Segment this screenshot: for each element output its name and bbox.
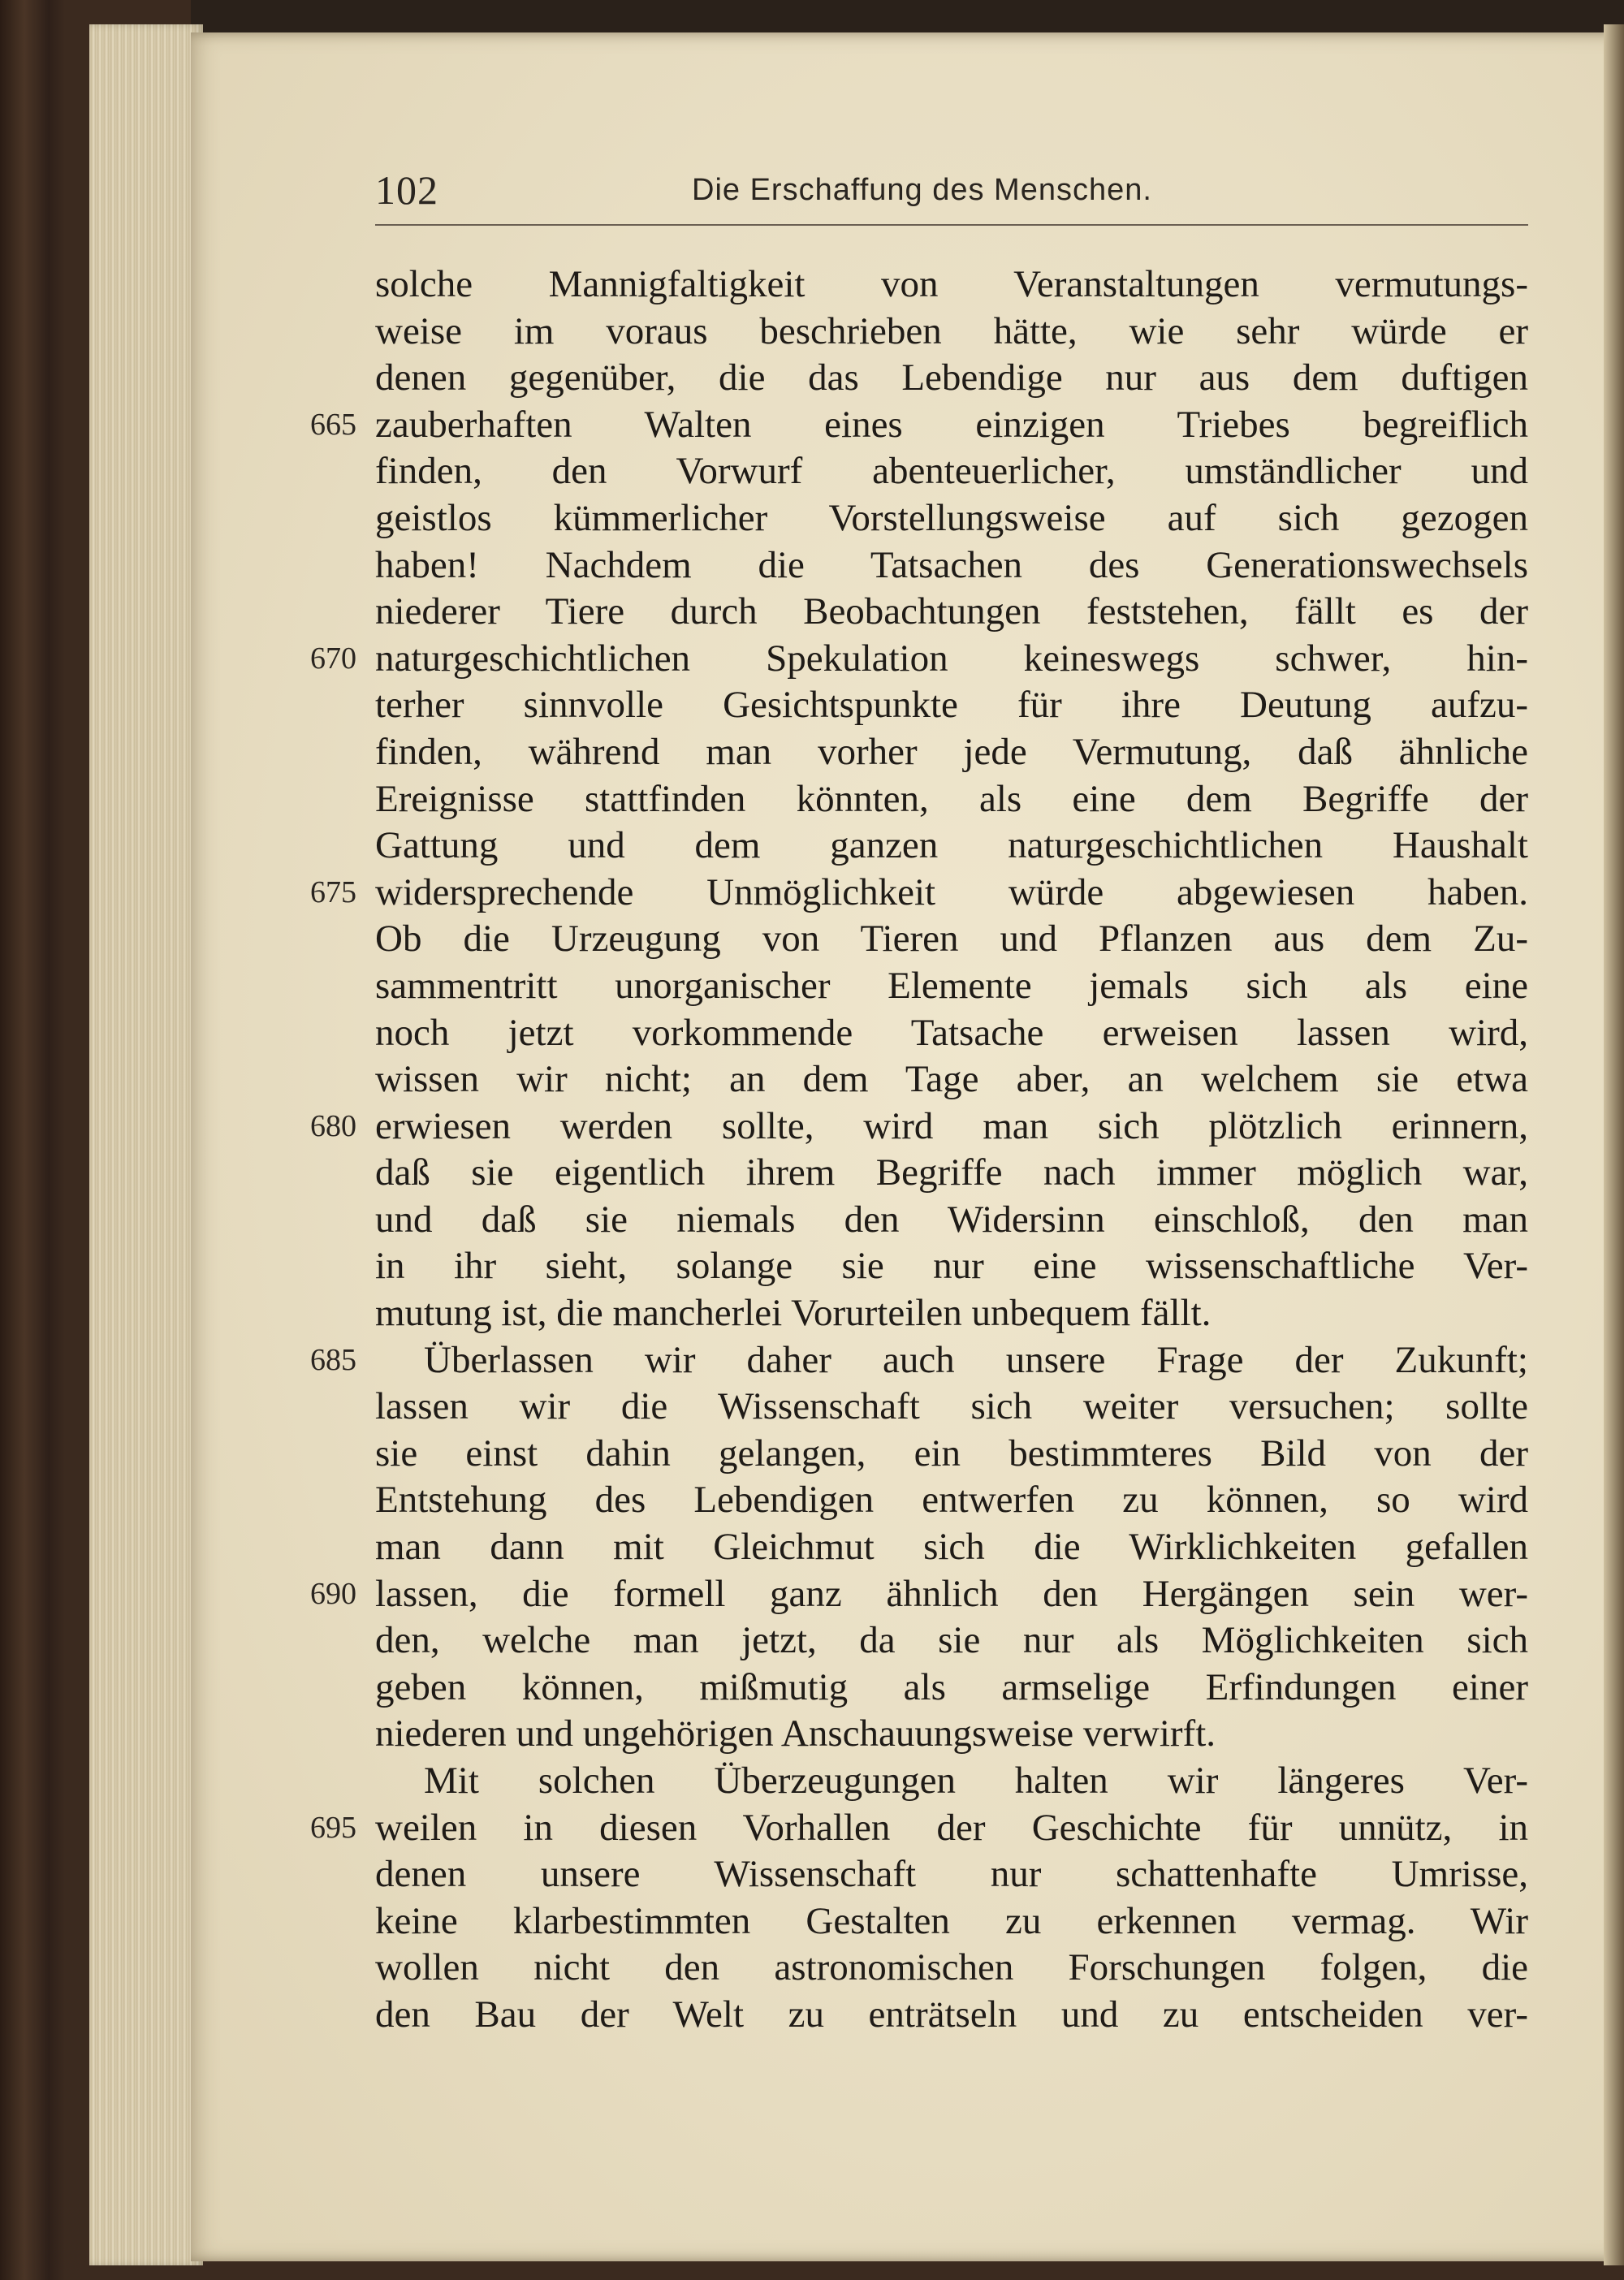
text-line (375, 309, 1528, 356)
line-text: mutung ist, die mancherlei Vorurteilen unbequem fällt. (375, 1292, 1212, 1335)
text-line (375, 1431, 1528, 1478)
page-number: 102 (375, 167, 438, 213)
text-line (375, 1384, 1528, 1431)
text-line (375, 1524, 1528, 1571)
line-text: niederen und ungehörigen Anschauungsweise verwirft. (375, 1712, 1216, 1755)
line-text: sie einst dahin gelangen, ein bestimmteres Bild von der (375, 1431, 1528, 1475)
text-line (310, 1337, 1528, 1384)
line-text: Überlassen wir daher auch unsere Frage der Zukunft; (424, 1338, 1528, 1381)
line-number: 665 (310, 407, 356, 442)
text-line (310, 402, 1528, 449)
text-line (375, 1477, 1528, 1524)
line-text: Gattung und dem ganzen naturgeschichtlichen Haushalt (375, 824, 1528, 867)
text-line (375, 1665, 1528, 1712)
line-text: solche Mannigfaltigkeit von Veranstaltungen vermutungs- (375, 263, 1528, 305)
line-text: erwiesen werden sollte, wird man sich plötzlich erinnern, (375, 1104, 1528, 1147)
text-line (375, 682, 1528, 729)
text-line (375, 776, 1528, 823)
line-text: den, welche man jetzt, da sie nur als Möglichkeiten sich (375, 1619, 1528, 1662)
line-number: 685 (310, 1342, 356, 1377)
line-text: terher sinnvolle Gesichtspunkte für ihre Deutung aufzu- (375, 684, 1528, 727)
text-line (375, 963, 1528, 1010)
line-text: niederer Tiere durch Beobachtungen feststehen, fällt es der (375, 590, 1528, 633)
text-line (375, 823, 1528, 870)
text-line (375, 1617, 1528, 1665)
line-text: Ob die Urzeugung von Tieren und Pflanzen aus dem Zu- (375, 918, 1528, 961)
text-line (375, 542, 1528, 589)
line-text: Ereignisse stattfinden könnten, als eine dem Begriffe der (375, 777, 1528, 820)
text-line (310, 1103, 1528, 1151)
text-line (375, 729, 1528, 776)
text-line (310, 1805, 1528, 1852)
line-text: und daß sie niemals den Widersinn einschloß, den man (375, 1198, 1528, 1241)
line-text: denen gegenüber, die das Lebendige nur aus dem duftigen (375, 356, 1528, 399)
line-text: Entstehung des Lebendigen entwerfen zu können, so wird (375, 1479, 1528, 1522)
line-text: in ihr sieht, solange sie nur eine wissenschaftliche Ver- (375, 1245, 1528, 1288)
text-line (375, 355, 1528, 402)
text-line (375, 1945, 1528, 1992)
line-text: haben! Nachdem die Tatsachen des Generationswechsels (375, 543, 1528, 586)
header-rule (375, 224, 1528, 226)
line-number: 695 (310, 1810, 356, 1845)
text-line (375, 1056, 1528, 1103)
page-edges (89, 24, 203, 2265)
text-line (375, 1758, 1528, 1805)
text-line (375, 1197, 1528, 1244)
text-line (310, 636, 1528, 683)
page-right-edge (1604, 24, 1624, 2265)
line-text: lassen wir die Wissenschaft sich weiter versuchen; sollte (375, 1385, 1528, 1428)
line-text: geistlos kümmerlicher Vorstellungsweise auf sich gezogen (375, 496, 1528, 539)
line-text: finden, den Vorwurf abenteuerlicher, umständlicher und (375, 450, 1528, 493)
line-text: lassen, die formell ganz ähnlich den Hergängen sein wer- (375, 1572, 1528, 1615)
line-text: zauberhaften Walten eines einzigen Triebes begreiflich (375, 403, 1528, 446)
text-line (375, 1290, 1528, 1337)
body-text (310, 261, 1528, 2039)
line-text: naturgeschichtlichen Spekulation keineswegs schwer, hin- (375, 637, 1528, 680)
text-line (375, 495, 1528, 542)
line-text: sammentritt unorganischer Elemente jemals sich als eine (375, 964, 1528, 1007)
text-line (375, 589, 1528, 636)
line-text: wissen wir nicht; an dem Tage aber, an welchem sie etwa (375, 1058, 1528, 1101)
line-number: 675 (310, 874, 356, 909)
text-line (375, 448, 1528, 495)
text-line (375, 1711, 1528, 1758)
text-line (375, 1243, 1528, 1290)
text-line (375, 1010, 1528, 1057)
text-line (375, 916, 1528, 963)
text-line (375, 1898, 1528, 1945)
line-number: 690 (310, 1576, 356, 1611)
line-text: noch jetzt vorkommende Tatsache erweisen lassen wird, (375, 1011, 1528, 1054)
page-header (375, 166, 1528, 223)
line-text: wollen nicht den astronomischen Forschungen folgen, die (375, 1946, 1528, 1989)
line-text: weise im voraus beschrieben hätte, wie sehr würde er (375, 309, 1528, 352)
line-text: denen unsere Wissenschaft nur schattenhafte Umrisse, (375, 1853, 1528, 1896)
top-shadow (191, 0, 1624, 34)
line-text: geben können, mißmutig als armselige Erfindungen einer (375, 1665, 1528, 1708)
line-text: Mit solchen Überzeugungen halten wir längeres Ver- (424, 1760, 1528, 1802)
line-text: den Bau der Welt zu enträtseln und zu entscheiden ver- (375, 1993, 1528, 2036)
text-line (310, 870, 1528, 917)
line-text: keine klarbestimmten Gestalten zu erkennen vermag. Wir (375, 1899, 1528, 1942)
line-text: widersprechende Unmöglichkeit würde abgewiesen haben. (375, 870, 1528, 913)
line-number: 670 (310, 641, 356, 676)
running-title: Die Erschaffung des Menschen. (692, 173, 1152, 207)
text-line (310, 1571, 1528, 1618)
line-text: weilen in diesen Vorhallen der Geschichte für unnütz, in (375, 1806, 1528, 1849)
text-line (375, 261, 1528, 309)
text-line (375, 1992, 1528, 2039)
text-line (375, 1851, 1528, 1898)
line-text: finden, während man vorher jede Vermutung, daß ähnliche (375, 730, 1528, 773)
line-number: 680 (310, 1108, 356, 1143)
line-text: daß sie eigentlich ihrem Begriffe nach immer möglich war, (375, 1151, 1528, 1194)
line-text: man dann mit Gleichmut sich die Wirklichkeiten gefallen (375, 1526, 1528, 1569)
text-line (375, 1150, 1528, 1197)
